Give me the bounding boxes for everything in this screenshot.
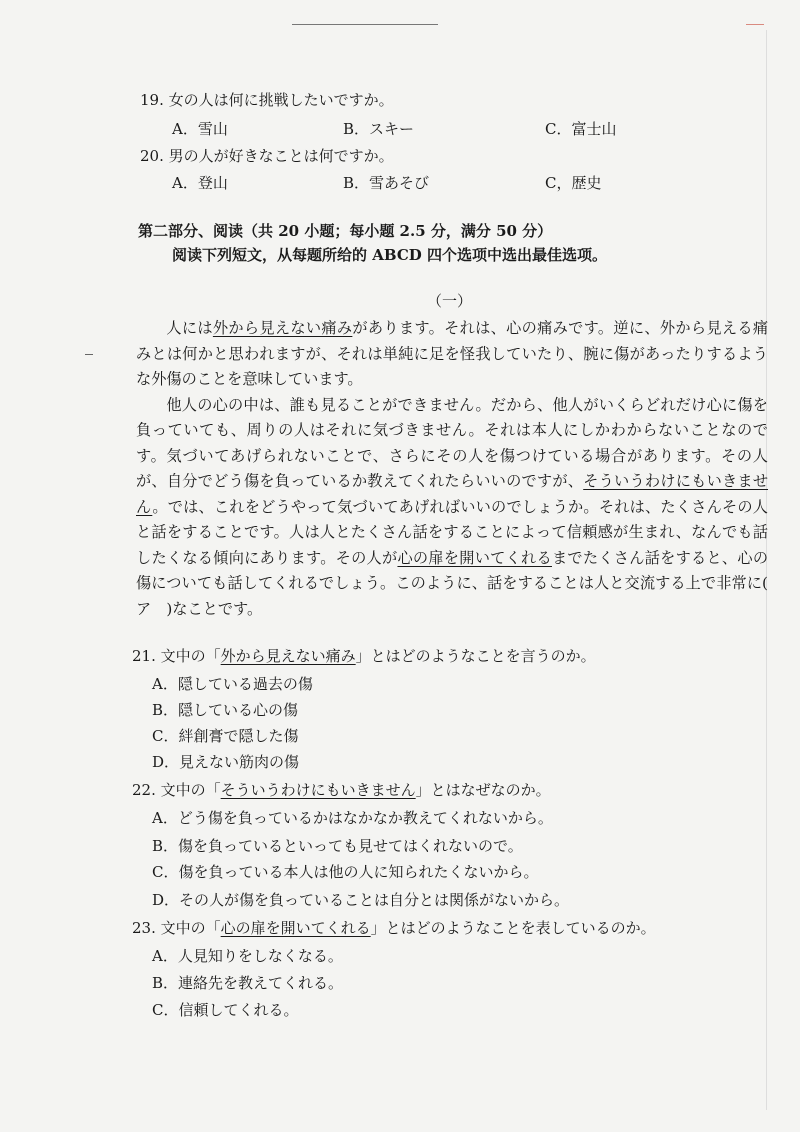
option-20c: C，歴史: [545, 174, 602, 192]
question-22: 22. 文中の「そういうわけにもいきません」とはなぜなのか。: [132, 781, 551, 799]
option-20a: A．登山: [172, 174, 228, 192]
option-21c: C．絆創膏で隠した傷: [152, 727, 299, 745]
option-22c: C．傷を負っている本人は他の人に知られたくないから。: [152, 863, 539, 881]
option-23a: A．人見知りをしなくなる。: [152, 947, 343, 965]
underlined-phrase-2: そういうわけにもいきません: [136, 472, 769, 516]
underlined-phrase-1: 外から見えない痛み: [212, 319, 353, 337]
section-title: 第二部分、阅读（共 20 小题；每小题 2.5 分，满分 50 分）: [138, 222, 553, 240]
option-19a: A．雪山: [172, 120, 228, 138]
option-22b: B．傷を負っているといっても見せてはくれないので。: [152, 837, 523, 855]
paragraph-1: 人には外から見えない痛みがあります。それは、心の痛みです。逆に、外から見える痛みとは何かと思われますが、それは単純に足を怪我していたり、腕に傷があったりするような外傷のことを意味しています。: [136, 319, 769, 388]
margin-dash: [85, 354, 93, 355]
option-20b: B．雪あそび: [343, 174, 430, 192]
option-19b: B．スキー: [343, 120, 415, 138]
option-22d: D．その人が傷を負っていることは自分とは関係がないから。: [152, 891, 570, 909]
underlined-phrase-3: 心の扉を開いてくれる: [397, 548, 552, 567]
quoted-phrase: 外から見えない痛み: [220, 647, 356, 665]
passage-title: （一）: [427, 292, 473, 310]
section-instruction: 阅读下列短文，从每题所给的 ABCD 四个选项中选出最佳选项。: [172, 246, 607, 264]
quoted-phrase: そういうわけにもいきません: [220, 781, 416, 799]
quoted-phrase: 心の扉を開いてくれる: [220, 919, 371, 937]
option-21a: A．隠している過去の傷: [152, 675, 313, 693]
paragraph-2: 他人の心の中は、誰も見ることができません。だから、他人がいくらどれだけ心に傷を負っていても、周りの人はそれに気づきません。それは本人にしかわからないことなのです。気づいてあげられないことで、さらにその人を傷つけている場合があります。その人が、自分でどう傷を負っているか教えてくれたらいいのですが、そういうわけにもいきません。では、これをどうやって気づいてあげればいいのでしょうか。それは、たくさんその人と話をすることです。人は人とたくさん話をすることによって信頼感が生まれ、なんでも話したくなる傾向にあります。その人が心の扉を開いてくれるまでたくさん話をすると、心の傷についても話してくれるでしょう。このように、話をすることは人と交流する上で非常に( ア )なことです。: [136, 395, 784, 618]
option-21b: B．隠している心の傷: [152, 701, 299, 719]
question-text: 男の人が好きなことは何ですか。: [168, 147, 394, 165]
question-text: 女の人は何に挑戦したいですか。: [168, 91, 394, 109]
edge-mark: [746, 24, 764, 25]
reading-passage: [136, 316, 784, 622]
question-number: 19.: [140, 91, 164, 109]
option-22a: A．どう傷を負っているかはなかなか教えてくれないから。: [152, 809, 553, 827]
option-23c: C．信頼してくれる。: [152, 1001, 299, 1019]
option-21d: D．見えない筋肉の傷: [152, 753, 300, 771]
question-number: 20.: [140, 147, 164, 165]
question-23: 23. 文中の「心の扉を開いてくれる」とはどのようなことを表しているのか。: [132, 919, 656, 937]
top-rule: [292, 24, 438, 25]
question-19: [140, 90, 394, 110]
question-21: 21. 文中の「外から見えない痛み」とはどのようなことを言うのか。: [132, 647, 596, 665]
option-19c: C．富士山: [545, 120, 617, 138]
option-23b: B．連絡先を教えてくれる。: [152, 974, 344, 992]
question-20: [140, 146, 394, 166]
